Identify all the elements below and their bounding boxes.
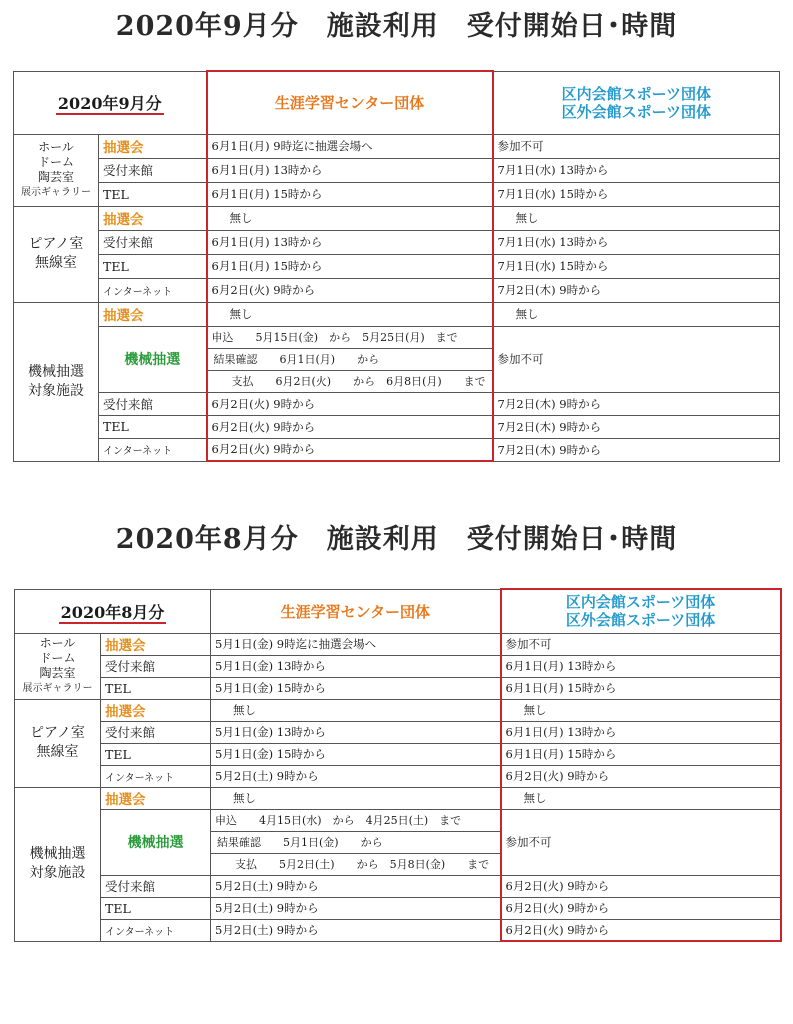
cell-ward: 無し <box>501 787 781 809</box>
method-internet: インターネット <box>101 919 211 941</box>
cell-center: 6月1日(月) 9時迄に抽選会場へ <box>207 134 493 158</box>
cell-center: 6月2日(火) 9時から <box>207 415 493 438</box>
table-row <box>15 655 781 677</box>
table-row <box>14 326 780 348</box>
table-row <box>15 633 781 655</box>
header-ward-inside: 区内会館スポーツ団体 <box>565 593 716 612</box>
aug-title: 2020年8月分 施設利用 受付開始日･時間 <box>115 524 678 555</box>
cell-ward: 6月1日(月) 13時から <box>501 721 781 743</box>
cell-ward: 6月2日(火) 9時から <box>501 875 781 897</box>
table-row <box>15 809 781 831</box>
method-internet: インターネット <box>99 278 207 302</box>
cell-ward: 6月2日(火) 9時から <box>501 897 781 919</box>
cell-center: 5月1日(金) 13時から <box>211 655 501 677</box>
cell-center: 無し <box>207 206 493 230</box>
table-row <box>15 765 781 787</box>
table-row <box>14 415 780 438</box>
method-internet: インターネット <box>99 438 207 461</box>
method-tel: TEL <box>99 182 207 206</box>
table-row <box>14 134 780 158</box>
cell-center: 6月1日(月) 13時から <box>207 158 493 182</box>
method-tel: TEL <box>99 254 207 278</box>
sep-schedule-table <box>13 70 780 462</box>
header-row <box>15 589 781 633</box>
table-row <box>14 182 780 206</box>
machine-payment-period: 支払 5月2日(土) から 5月8日(金) まで <box>211 853 501 875</box>
cell-center: 5月1日(金) 13時から <box>211 721 501 743</box>
cell-center: 5月2日(土) 9時から <box>211 919 501 941</box>
cell-ward: 6月2日(火) 9時から <box>501 919 781 941</box>
sep-title: 2020年9月分 施設利用 受付開始日･時間 <box>115 11 678 42</box>
method-visit: 受付来館 <box>101 655 211 677</box>
method-lottery: 抽選会 <box>101 787 211 809</box>
corner-cell <box>15 589 211 633</box>
header-ward-outside: 区外会館スポーツ団体 <box>561 102 711 121</box>
method-machine-lottery: 機械抽選 <box>99 326 207 392</box>
cell-center: 6月1日(月) 13時から <box>207 230 493 254</box>
table-row <box>14 392 780 415</box>
header-ward-groups <box>493 71 780 134</box>
method-tel: TEL <box>99 415 207 438</box>
table-row <box>14 230 780 254</box>
table-row <box>15 919 781 941</box>
method-lottery: 抽選会 <box>99 134 207 158</box>
cell-center: 6月2日(火) 9時から <box>207 278 493 302</box>
cell-center: 5月2日(土) 9時から <box>211 897 501 919</box>
cell-center: 無し <box>211 787 501 809</box>
cell-center: 無し <box>207 302 493 326</box>
table-row <box>15 875 781 897</box>
method-lottery: 抽選会 <box>99 206 207 230</box>
table-row <box>15 743 781 765</box>
header-ward-groups <box>501 589 781 633</box>
cell-ward: 無し <box>493 206 780 230</box>
method-internet: インターネット <box>101 765 211 787</box>
cell-ward: 7月2日(木) 9時から <box>493 278 780 302</box>
cell-ward: 参加不可 <box>501 633 781 655</box>
cell-ward: 7月2日(木) 9時から <box>493 392 780 415</box>
table-row <box>14 158 780 182</box>
cell-center: 5月1日(金) 15時から <box>211 743 501 765</box>
method-visit: 受付来館 <box>101 721 211 743</box>
table-row <box>14 254 780 278</box>
cell-center: 5月1日(金) 9時迄に抽選会場へ <box>211 633 501 655</box>
method-visit: 受付来館 <box>99 230 207 254</box>
machine-result-date: 結果確認 5月1日(金) から <box>211 831 501 853</box>
method-machine-lottery: 機械抽選 <box>101 809 211 875</box>
table-row <box>15 699 781 721</box>
header-row <box>14 71 780 134</box>
machine-apply-period: 申込 4月15日(水) から 4月25日(土) まで <box>211 809 501 831</box>
header-center-group: 生涯学習センター団体 <box>207 71 493 134</box>
cell-ward: 7月1日(水) 13時から <box>493 158 780 182</box>
cell-center: 5月2日(土) 9時から <box>211 875 501 897</box>
header-ward-inside: 区内会館スポーツ団体 <box>561 84 711 103</box>
table-row <box>14 438 780 461</box>
table-row <box>14 278 780 302</box>
cell-center: 無し <box>211 699 501 721</box>
machine-ward-status: 参加不可 <box>501 809 781 875</box>
aug-schedule-table <box>14 588 782 942</box>
method-lottery: 抽選会 <box>101 699 211 721</box>
cell-ward: 7月2日(木) 9時から <box>493 415 780 438</box>
table-row <box>15 721 781 743</box>
method-visit: 受付来館 <box>99 392 207 415</box>
cell-ward: 6月1日(月) 15時から <box>501 743 781 765</box>
facility-machine-group: 機械抽選 対象施設 <box>14 302 99 461</box>
cell-ward: 6月1日(月) 15時から <box>501 677 781 699</box>
cell-ward: 無し <box>501 699 781 721</box>
cell-center: 5月2日(土) 9時から <box>211 765 501 787</box>
cell-ward: 7月1日(水) 13時から <box>493 230 780 254</box>
method-lottery: 抽選会 <box>99 302 207 326</box>
cell-ward: 無し <box>493 302 780 326</box>
machine-result-date: 結果確認 6月1日(月) から <box>207 348 493 370</box>
method-tel: TEL <box>101 897 211 919</box>
facility-piano-group: ピアノ室 無線室 <box>14 206 99 302</box>
corner-label: 2020年9月分 <box>57 94 162 113</box>
header-ward-outside: 区外会館スポーツ団体 <box>565 611 716 630</box>
method-visit: 受付来館 <box>99 158 207 182</box>
cell-ward: 7月2日(木) 9時から <box>493 438 780 461</box>
header-center-group: 生涯学習センター団体 <box>211 589 501 633</box>
table-row <box>15 677 781 699</box>
cell-center: 6月2日(火) 9時から <box>207 392 493 415</box>
cell-ward: 6月1日(月) 13時から <box>501 655 781 677</box>
cell-center: 6月1日(月) 15時から <box>207 254 493 278</box>
method-tel: TEL <box>101 743 211 765</box>
machine-apply-period: 申込 5月15日(金) から 5月25日(月) まで <box>207 326 493 348</box>
facility-hall-group: ホール ドーム 陶芸室 展示ギャラリー <box>15 633 101 699</box>
table-row <box>15 897 781 919</box>
method-tel: TEL <box>101 677 211 699</box>
machine-ward-status: 参加不可 <box>493 326 780 392</box>
cell-center: 6月1日(月) 15時から <box>207 182 493 206</box>
corner-cell <box>14 71 207 134</box>
cell-ward: 参加不可 <box>493 134 780 158</box>
cell-ward: 7月1日(水) 15時から <box>493 182 780 206</box>
table-row <box>14 206 780 230</box>
cell-ward: 7月1日(水) 15時から <box>493 254 780 278</box>
method-visit: 受付来館 <box>101 875 211 897</box>
facility-machine-group: 機械抽選 対象施設 <box>15 787 101 941</box>
method-lottery: 抽選会 <box>101 633 211 655</box>
table-row <box>14 302 780 326</box>
corner-label: 2020年8月分 <box>60 602 165 622</box>
facility-hall-group: ホール ドーム 陶芸室 展示ギャラリー <box>14 134 99 206</box>
table-row <box>15 787 781 809</box>
cell-ward: 6月2日(火) 9時から <box>501 765 781 787</box>
facility-piano-group: ピアノ室 無線室 <box>15 699 101 787</box>
machine-payment-period: 支払 6月2日(火) から 6月8日(月) まで <box>207 370 493 392</box>
cell-center: 6月2日(火) 9時から <box>207 438 493 461</box>
cell-center: 5月1日(金) 15時から <box>211 677 501 699</box>
